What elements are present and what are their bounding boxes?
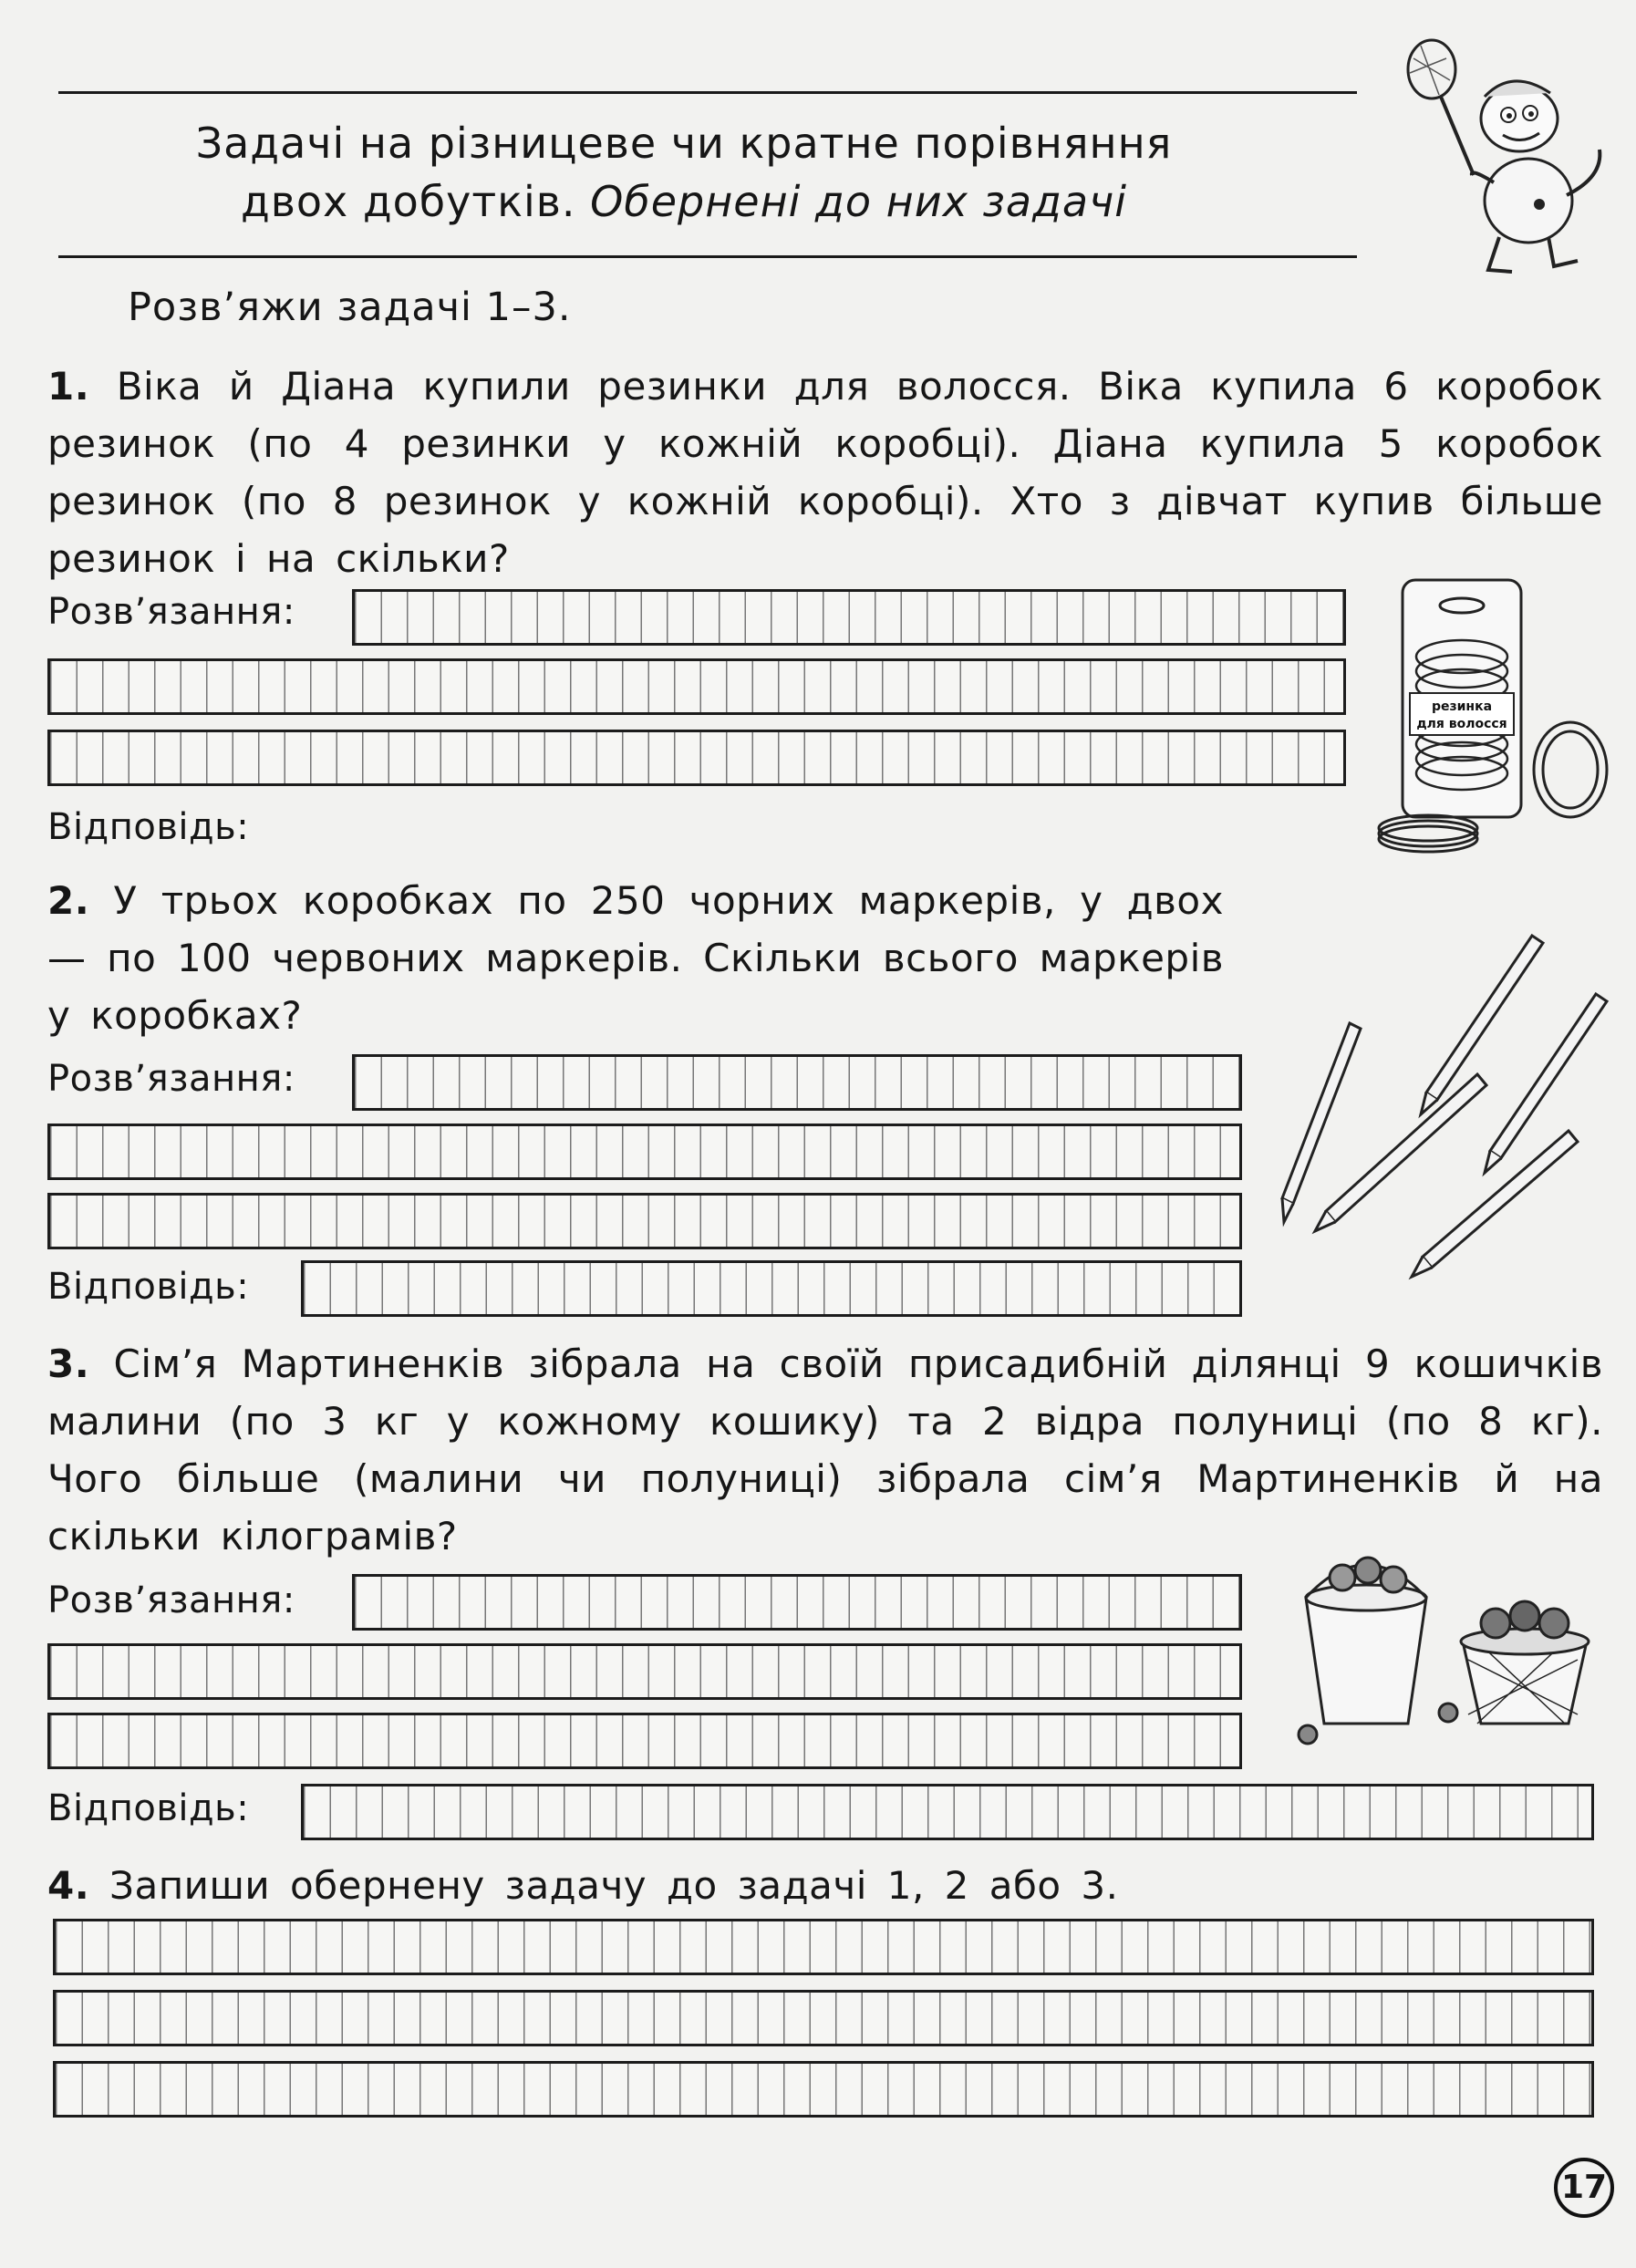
task-1-solution-grid-3[interactable] [47,730,1346,786]
markers-illustration [1258,921,1623,1286]
task-3-answer-label: Відповідь: [47,1787,250,1829]
task-4-answer-grid-1[interactable] [53,1919,1594,1975]
task-4-number: 4. [47,1863,90,1908]
task-3-solution-grid-3[interactable] [47,1713,1242,1769]
page-title-line2 [0,171,1368,232]
task-2-number: 2. [47,878,90,923]
task-2-solution-label: Розв’язання: [47,1058,295,1100]
task-3-body: Сім’я Мартиненків зібрала на своїй присадибній ділянці 9 кошичків малини (по 3 кг у кожному кошику) та 2 відра полуниці (по 8 кг). Чого більше (малини чи полуниці) зібрала сім’я Мартиненків й на скільки кілограмів? [47,1341,1603,1559]
task-2-solution-grid-1[interactable] [352,1054,1242,1111]
task-4-body: Запиши обернену задачу до задачі 1, 2 або 3. [109,1863,1119,1908]
task-1-answer-label: Відповідь: [47,806,250,848]
task-4-answer-grid-3[interactable] [53,2061,1594,2118]
task-2-text [47,872,1224,1044]
task-1-body: Віка й Діана купили резинки для волосся. Віка купила 6 коробок резинок (по 4 резинки у кожній коробці). Діана купила 5 коробок резинок (по 8 резинок у кожній коробці). Хто з дівчат купив більше резинок і на скільки? [47,364,1603,581]
task-3-solution-grid-2[interactable] [47,1643,1242,1700]
task-1-number: 1. [47,364,90,409]
task-3-solution-grid-1[interactable] [352,1574,1242,1631]
hair-ties-package-illustration [1373,569,1620,861]
task-1-solution-label: Розв’язання: [47,591,295,633]
title-bottom-rule [58,255,1357,258]
task-2-answer-grid[interactable] [301,1260,1242,1317]
task-2-solution-grid-2[interactable] [47,1124,1242,1180]
task-4-answer-grid-2[interactable] [53,1990,1594,2046]
mascot-with-net-illustration [1393,22,1612,286]
instructions-text: Розв’яжи задачі 1–3. [128,285,572,330]
task-3-solution-label: Розв’язання: [47,1579,295,1621]
title-top-rule [58,91,1357,94]
task-2-body: У трьох коробках по 250 чорних маркерів, у двох — по 100 червоних маркерів. Скільки всього маркерів у коробках? [47,878,1224,1038]
title-line2-italic: Обернені до них задачі [590,177,1128,226]
task-3-answer-grid[interactable] [301,1784,1594,1840]
task-4-text [47,1857,1603,1914]
task-1-solution-grid-1[interactable] [352,589,1346,646]
title-line2-prefix: двох добутків. [240,177,576,226]
task-1-text [47,357,1603,587]
task-1-solution-grid-2[interactable] [47,658,1346,715]
task-3-text [47,1335,1603,1565]
task-3-number: 3. [47,1341,90,1386]
task-2-solution-grid-3[interactable] [47,1193,1242,1249]
package-label-line2: для волосся [1416,717,1507,731]
berries-buckets-illustration [1295,1541,1605,1751]
task-2-answer-label: Відповідь: [47,1266,250,1308]
page-title-line1: Задачі на різницеве чи кратне порівняння [195,119,1173,168]
package-label-line1: резинка [1431,699,1493,714]
page-number-badge: 17 [1554,2158,1614,2218]
